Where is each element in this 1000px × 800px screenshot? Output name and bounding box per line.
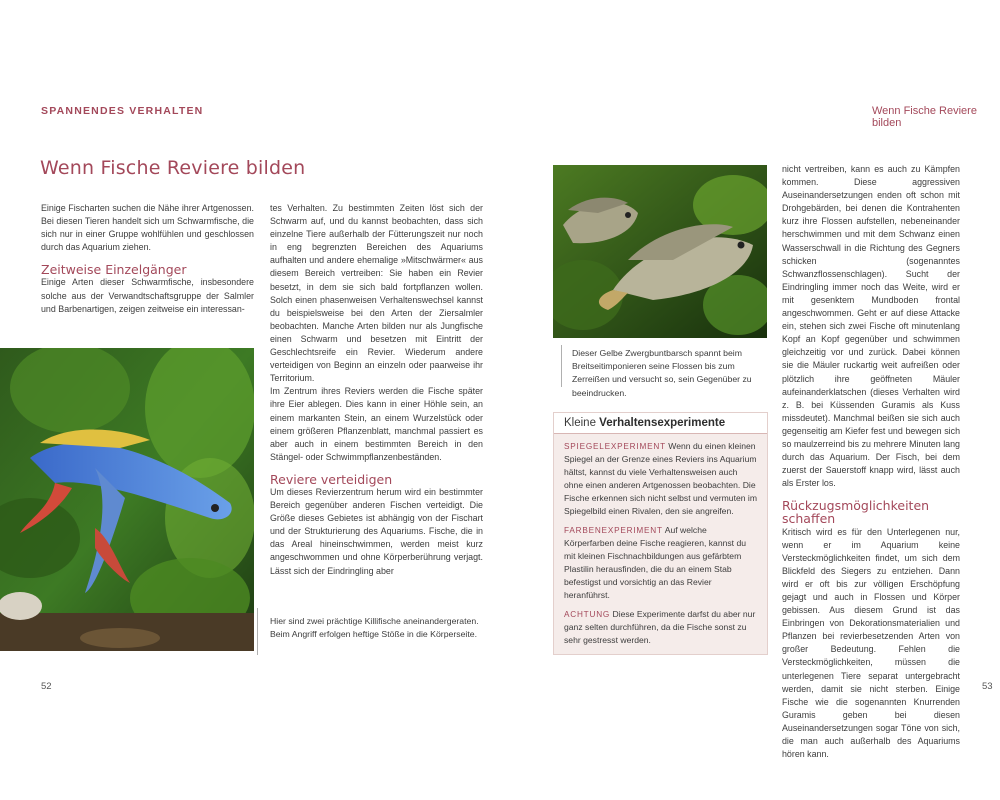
subheading-einzelgaenger: Zeitweise Einzelgänger — [41, 262, 187, 278]
box-item-farben — [564, 524, 757, 602]
intro-paragraph: Einige Fischarten suchen die Nähe ihrer Artgenossen. Bei diesen Tieren handelt sich um Schwarmfische, die sich nur in einer Gruppe wohlfühlen und geschlossen durch das Aquarium ziehen. — [41, 203, 254, 253]
farben-text: Auf welche Körperfarben deine Fische reagieren, kannst du mit kleinen Fischnachbildungen aus gefärbtem Plastilin herausfinden, die du an einem Stab befestigst und vorsichtig an das Revier heranführst. — [564, 525, 747, 600]
col2-paragraph-2: Im Zentrum ihres Reviers werden die Fische später ihre Eier ablegen. Dies kann in einer Höhle sein, an einem markanten Stein, an einem Wurzelstück oder einem größeren Pflanzenblatt, manchmal passiert es aber auch in einem bestimmten Bereich in den Stängel- oder Schwimmpflanzenbeständen. — [270, 386, 483, 462]
page-number-left: 52 — [41, 681, 52, 692]
experiments-box — [553, 412, 768, 655]
subheading-rueckzug: Rückzugsmöglichkeiten schaffen — [782, 498, 930, 527]
keyword-achtung: ACHTUNG — [564, 610, 611, 619]
box-title — [554, 413, 767, 434]
caption-rule-right — [561, 345, 562, 387]
page-title: Wenn Fische Reviere bilden — [40, 157, 306, 179]
box-title-bold: Verhaltensexperimente — [599, 417, 726, 429]
running-head-left: SPANNENDES VERHALTEN — [41, 105, 204, 117]
right-paragraph-2: Kritisch wird es für den Unterlegenen nur, wenn er im Aquarium keine Versteckmöglichkeiten findet, um sich dem Blickfeld des Siegers zu entziehen. Dann wird er oft bis zur völligen Erschöpfung gejagt und auch in Flossen und Körper gebissen. Aus diesem Grund ist das Einbringen von Dekorationsmaterialien und Pflanzen bei revierbesetzenden Arten von großer Bedeutung. Fehlen die Versteckmöglichkeiten, müssen die unterlegenen Tiere separat untergebracht werden, damit sie nicht sterben. Einige Fische wie die sogenannten Knurrenden Guramis geben bei diesen Auseinandersetzungen sogar Töne von sich, die man auch außerhalb des Aquariums hören kann. — [782, 526, 960, 760]
right-paragraph-1: nicht vertreiben, kann es auch zu Kämpfen kommen. Diese aggressiven Auseinandersetzungen enden oft schon mit Drohgebärden, bei denen die Kontrahenten kurz ihre Flossen aufstellen, nebeneinander herschwimmen und mit dem Schwanz einen Wasserschwall in die Richtung des Gegners schicken (sogenanntes Schwanzflossenschlagen). Sucht der Eindringling immer noch das Weite, wird er mit gesenktem Mundboden frontal angeschwommen. Geht er auf diese Attacke ein, stehen sich zwei Fische oft minutenlang Kopf an Kopf gegenüber und schwimmen gleichzeitig vor und zurück. Dabei können sie die Mäuler ruckartig weit aufreißen oder plötzlich ihre geöffneten Mäuler aufeinanderklatschen (dieses Verhalten wird z. B. bei Küssenden Guramis als Kuss missdeutet). Manchmal beißen sie sich auch gegenseitig am Kiefer fest und bewegen sich so maulzerreind bis zu mehrere Minuten lang durch das Aquarium. Der Fisch, bei dem zuerst der Sauerstoff knapp wird, lässt auch als Erster los. — [782, 164, 960, 489]
killifish-caption: Hier sind zwei prächtige Killifische aneinandergeraten. Beim Angriff erfolgen heftige Stöße in die Körperseite. — [270, 616, 479, 640]
box-item-spiegel — [564, 440, 757, 518]
keyword-spiegelexperiment: SPIEGELEXPERIMENT — [564, 442, 666, 451]
reviere-paragraph: Um dieses Revierzentrum herum wird ein bestimmter Bereich gegenüber anderen Fischen verteidigt. Die Größe dieses Gebietes ist abhängig von der Fischart und der Strukturierung des Aquariums. Fische, die in das Areal hineinschwimmen, werden meist kurz angeschwommen und ohne Körperberührung verjagt. Lässt sich der Eindringling aber — [270, 486, 483, 576]
spiegel-text: Wenn du einen kleinen Spiegel an der Grenze eines Reviers ins Aquarium hältst, kannst du viele Verhaltensweisen auch ohne einen anderen Artgenossen beobachten. Die Fische erkennen sich nicht selbst und vermuten im Spiegelbild einen Rivalen, den sie angreifen. — [564, 441, 757, 516]
achtung-text: Diese Experimente darfst du aber nur ganz selten durchführen, da die Fische sonst zu sehr gestresst werden. — [564, 609, 756, 645]
caption-rule-left — [257, 608, 258, 655]
subheading-reviere-verteidigen: Reviere verteidigen — [270, 471, 393, 487]
left-column-2 — [270, 202, 483, 578]
right-column — [782, 163, 960, 761]
killifish-photo — [0, 348, 254, 651]
keyword-farbenexperiment: FARBENEXPERIMENT — [564, 526, 663, 535]
box-title-prefix: Kleine — [564, 417, 596, 429]
left-column — [41, 202, 254, 316]
cichlid-caption: Dieser Gelbe Zwergbuntbarsch spannt beim Breitseitimponieren seine Flossen bis zum Zerreißen und versucht so, sein Gegenüber zu beeindrucken. — [572, 348, 752, 398]
page-number-right: 53 — [982, 681, 993, 692]
cichlid-photo — [553, 165, 767, 338]
box-item-achtung — [564, 608, 757, 647]
col2-paragraph-1: tes Verhalten. Zu bestimmten Zeiten löst sich der Schwarm auf, und du kannst beobachten, dass sich einzelne Tiere außerhalb der Fütterungszeit nur noch in eng begrenzten Bereichen des Aquariums aufhalten und andere ehemalige »Mitschwärmer« aus diesem Bereich vertreiben: Sie haben ein Revier besetzt, in dem sie sich bald fortpflanzen wollen. Solch einen phasenweisen Verhaltenswechsel kannst du beispielsweise bei den Arten der Ziersalmler beobachten. Manche Arten bilden nur als Jungfische einen Schwarm und besetzen mit Eintritt der Geschlechtsreife ein Revier. Wiederum andere verteidigen von Beginn an einzeln oder paarweise ihr Territorium. — [270, 203, 483, 384]
einzelgaenger-paragraph: Einige Arten dieser Schwarmfische, insbesondere solche aus der Verwandtschaftsgruppe der Salmler und Barbenartigen, zeigen zeitweise ein interessan- — [41, 277, 254, 314]
running-head-right: Wenn Fische Reviere bilden — [872, 105, 977, 129]
